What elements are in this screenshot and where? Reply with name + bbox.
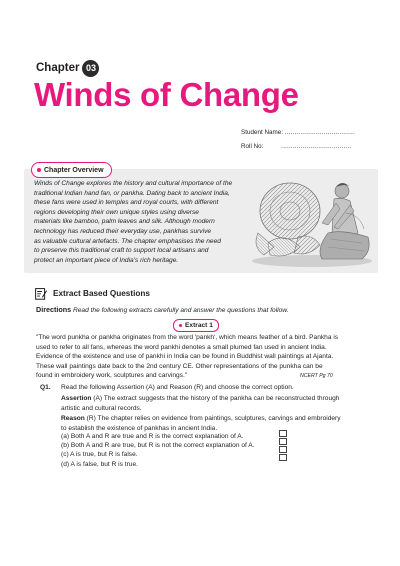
reason-text-cont: to establish the existence of pankhas in ancient India. (61, 424, 218, 432)
overview-line: as valuable cultural artefacts. The chapter emphasises the need (34, 237, 221, 245)
assertion-text-cont: artistic and cultural records. (61, 404, 142, 412)
student-name-dots: .................................... (284, 129, 355, 136)
question-prompt: Read the following Assertion (A) and Reason (R) and choose the correct option. (61, 384, 294, 391)
answer-checkbox[interactable] (279, 454, 287, 461)
passage-line: found in embroidery work, sculptures and carvings." (36, 372, 188, 380)
reason-text: (R) The chapter relies on evidence from paintings, sculptures, carvings and embroidery (86, 415, 341, 422)
assertion-block (61, 394, 376, 413)
directions-label: Directions (36, 305, 72, 314)
chapter-number-badge: 03 (82, 60, 99, 77)
chapter-overview-text (34, 179, 274, 265)
chapter-title: Winds of Change (34, 76, 299, 113)
assertion-text: (A) The extract suggests that the history of the pankha can be reconstructed through (93, 395, 340, 402)
answer-checkbox[interactable] (279, 446, 287, 453)
directions-line (36, 305, 289, 314)
overview-line: technology has reduced their everyday use, pankhas survive (34, 227, 212, 235)
overview-line: materials like bamboo, palm leaves and silk. Although modern (34, 218, 215, 226)
answer-checkbox[interactable] (279, 430, 287, 437)
ncert-reference: NCERT Pg 70 (300, 373, 333, 379)
passage-line: Evidence of the existence and use of pankhi in India can be found in Buddhist wall paintings at Ajanta. (36, 353, 334, 361)
option-d[interactable]: (d) A is false, but R is true. (61, 461, 138, 468)
roll-no-label: Roll No: (241, 143, 264, 150)
passage-line: "The word punkha or pankha originates from the word 'pankh', which means feather of a bird. Pankha is (36, 334, 339, 341)
directions-text: Read the following extracts carefully and answer the questions that follow. (73, 307, 289, 314)
roll-no-field[interactable] (241, 143, 351, 150)
chapter-overview-label: Chapter Overview (44, 166, 104, 174)
overview-line: traditional Indian hand fan, or pankha. Dating back to ancient India, (34, 189, 230, 197)
reason-block (61, 414, 376, 433)
student-name-field[interactable] (241, 129, 355, 136)
overview-line: these fans were used in temples and royal courts, with different (34, 199, 219, 207)
extract-tag-label: Extract 1 (185, 322, 213, 329)
bullet-dot-icon (37, 168, 41, 172)
notepad-pencil-icon (35, 287, 47, 300)
chapter-overview-tag (31, 162, 112, 178)
passage-line: used to refer to all fans, whereas the word pankhi denotes a small plumed fan used in ancient India. (36, 343, 327, 351)
option-b[interactable]: (b) Both A and R are true, but R is not the correct explanation of A. (61, 442, 255, 449)
option-c[interactable]: (c) A is true, but R is false. (61, 451, 138, 458)
overview-line: to preserve this traditional craft to support local artisans and (34, 247, 209, 255)
reason-label: Reason (61, 415, 85, 422)
extract-tag (173, 319, 219, 332)
extract-questions-heading: Extract Based Questions (53, 289, 150, 298)
answer-checkbox[interactable] (279, 438, 287, 445)
assertion-label: Assertion (61, 395, 92, 402)
overview-line: regions developing their own unique styles using diverse (34, 208, 199, 216)
overview-line: protect an important piece of India's rich heritage. (34, 256, 179, 264)
chapter-word: Chapter (36, 62, 80, 74)
option-a[interactable]: (a) Both A and R are true and R is the correct explanation of A. (61, 433, 244, 440)
chapter-label (36, 58, 99, 78)
student-name-label: Student Name: (241, 129, 284, 136)
question-number: Q1. (40, 384, 51, 391)
overview-line: Winds of Change explores the history and cultural importance of the (34, 180, 233, 187)
bullet-dot-icon (179, 324, 182, 327)
passage-line: These wall paintings date back to the 2nd century CE. Other representations of the punkha can be (36, 362, 323, 370)
roll-no-dots: .................................... (281, 143, 352, 150)
